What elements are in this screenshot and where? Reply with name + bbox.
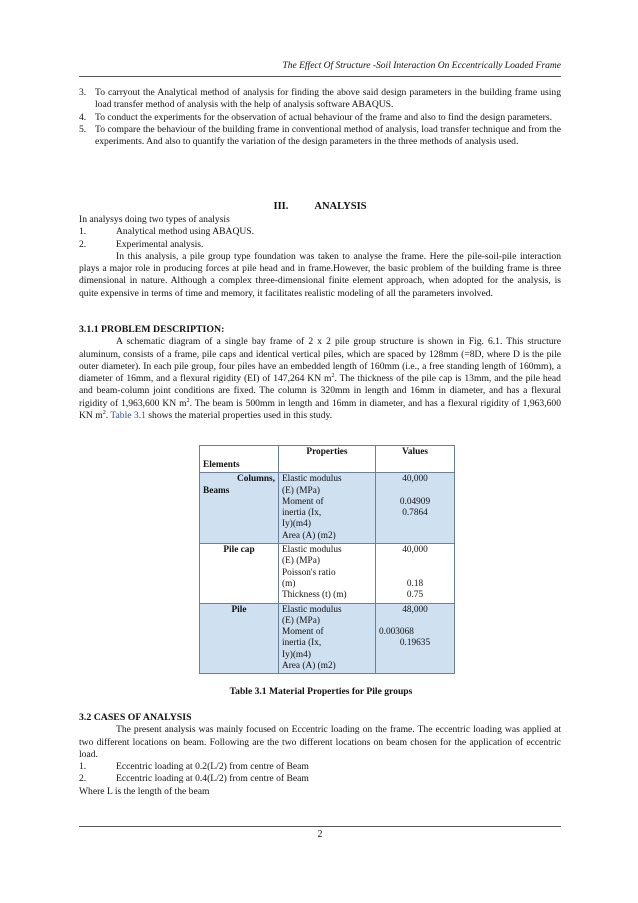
property-label: inertia (Ix,: [282, 508, 322, 519]
property-label: Iy)(m4): [282, 649, 311, 660]
problem-paragraph: [79, 336, 561, 422]
element-name: Pile cap: [200, 544, 279, 603]
table-row: [200, 603, 455, 674]
table-header-row: [200, 446, 455, 473]
material-properties-table: [199, 445, 455, 674]
value-text: 0.003068: [379, 627, 414, 638]
analysis-block: [79, 214, 561, 300]
objective-number: 3.: [79, 87, 87, 98]
property-cell: [279, 603, 376, 674]
value-cell: [376, 544, 455, 603]
element-cell: [200, 473, 279, 544]
value-text: 0.19635: [399, 638, 431, 649]
value-cell: [376, 603, 455, 674]
item-number: 1.: [79, 761, 87, 773]
item-number: 1.: [79, 226, 87, 238]
objective-text: To compare the behaviour of the building frame in conventional method of analysis, load transfer technique and from the experiments. And also to quantify the variation of the design parameters in the three methods of analysis used.: [95, 123, 561, 148]
element-name: Columns,: [237, 474, 275, 485]
value-text: 40,000: [402, 474, 428, 485]
property-label: Thickness (t) (m): [282, 590, 347, 601]
section-title: ANALYSIS: [314, 201, 367, 212]
property-cell: [279, 473, 376, 544]
problem-text: A schematic diagram of a single bay frame of 2 x 2 pile group structure is shown in Fig. 6.1. This structure aluminum, consists of a frame, pile caps and identical vertical piles, which are spaced by 128mm (=8D, where D is the pile outer diameter). In each pile group, four piles have an embedded length of 160mm (i.e., a free standing length of 160mm), a diameter of 16mm, and a flexural rigidity (EI) of 147,264 KN m: [79, 336, 561, 385]
item-number: 2.: [79, 238, 87, 250]
analysis-intro: In analysys doing two types of analysis: [79, 214, 230, 225]
header-elements: Elements: [200, 446, 279, 473]
problem-text: . The thickness of the pile cap is 13mm, and the pile head and beam-column joint conditions are fixed. The column is 320mm in length and 16mm in diameter, and has a flexural rigidity of 1,963,600 KN m: [79, 373, 561, 409]
property-label: Iy)(m4): [282, 519, 311, 530]
header-properties: Properties: [279, 446, 376, 473]
property-label: Elastic modulus: [282, 604, 342, 615]
item-text: Eccentric loading at 0.4(L/2) from centre of Beam: [116, 773, 309, 785]
value-text: 0.04909: [399, 496, 431, 507]
objective-text: To conduct the experiments for the observation of actual behaviour of the frame and also to find the design parameters.: [95, 111, 553, 123]
case-item: [79, 773, 561, 785]
property-label: (E) (MPa): [282, 485, 320, 496]
objective-item: [79, 124, 561, 149]
property-label: (E) (MPa): [282, 615, 320, 626]
property-label: Elastic modulus: [282, 545, 342, 556]
table-caption: Table 3.1 Material Properties for Pile groups: [229, 686, 413, 697]
objective-number: 4.: [79, 111, 87, 123]
property-label: Poisson's ratio: [282, 567, 336, 578]
problem-description: [79, 324, 561, 422]
superscript: 2: [102, 409, 106, 416]
problem-heading: 3.1.1 PROBLEM DESCRIPTION:: [79, 324, 225, 335]
property-label: Moment of: [282, 496, 324, 507]
value-text: 0.75: [406, 590, 424, 601]
value-text: 0.18: [406, 578, 424, 589]
cases-heading: 3.2 CASES OF ANALYSIS: [79, 712, 192, 723]
value-text: 40,000: [402, 545, 428, 556]
value-cell: [376, 473, 455, 544]
header-values: Values: [376, 446, 455, 473]
item-text: Eccentric loading at 0.2(L/2) from centre of Beam: [116, 761, 309, 773]
beam-length-note: Where L is the length of the beam: [79, 785, 210, 797]
analysis-type-item: [79, 226, 561, 238]
page-number: 2: [317, 829, 323, 840]
problem-text: shows the material properties used in this study.: [145, 410, 333, 422]
case-item: [79, 761, 561, 773]
cases-of-analysis: [79, 712, 561, 798]
objectives-list: [79, 87, 561, 148]
problem-text: . The beam is 500mm in length and 16mm in diameter, and has a flexural rigidity of 1,963,600 KN m: [79, 397, 561, 422]
element-name: Pile: [200, 603, 279, 674]
item-text: Experimental analysis.: [116, 238, 204, 250]
table-row: [200, 544, 455, 603]
property-label: Elastic modulus: [282, 474, 342, 485]
item-text: Analytical method using ABAQUS.: [116, 226, 255, 238]
element-name: Beams: [203, 485, 230, 496]
objective-item: [79, 112, 561, 124]
objective-text: To carryout the Analytical method of analysis for finding the above said design parameters in the building frame using load transfer method of analysis with the help of analysis software ABAQUS.: [95, 87, 561, 111]
value-text: 48,000: [402, 604, 428, 615]
footer-rule: [79, 826, 561, 827]
property-label: inertia (Ix,: [282, 638, 322, 649]
superscript: 2: [186, 397, 190, 404]
property-cell: [279, 544, 376, 603]
superscript: 2: [331, 373, 335, 379]
value-text: 0.7864: [402, 508, 428, 519]
analysis-type-item: [79, 239, 561, 251]
item-number: 2.: [79, 773, 87, 785]
property-label: (E) (MPa): [282, 556, 320, 567]
objective-item: [79, 87, 561, 112]
header-rule: [79, 76, 561, 77]
table-row: [200, 473, 455, 544]
section-number: III.: [273, 201, 289, 212]
analysis-paragraph: In this analysis, a pile group type foundation was taken to analyse the frame. Here the pile-soil-pile interaction plays a major role in producing forces at pile head and in frame.However, the basic problem of the building frame is three dimensional in nature. Although a complex three-dimensional finite element approach, when adopted for the analysis, is quite expensive in terms of time and memory, it facilitates realistic modeling of all the parameters involved.: [79, 250, 561, 299]
problem-text: .: [105, 410, 111, 422]
cases-paragraph: The present analysis was mainly focused on Eccentric loading on the frame. The eccentric loading was applied at two different locations on beam. Following are the two different locations on beam chosen for the application of eccentric load.: [79, 724, 561, 760]
property-label: Area (A) (m2): [282, 530, 336, 541]
property-label: Moment of: [282, 627, 324, 638]
property-label: Area (A) (m2): [282, 661, 336, 672]
table-reference-link[interactable]: Table 3.1: [110, 410, 146, 422]
running-title: The Effect Of Structure -Soil Interaction On Eccentrically Loaded Frame: [282, 61, 561, 71]
property-label: (m): [282, 578, 296, 589]
section-heading: [79, 201, 561, 212]
objective-number: 5.: [79, 123, 87, 135]
